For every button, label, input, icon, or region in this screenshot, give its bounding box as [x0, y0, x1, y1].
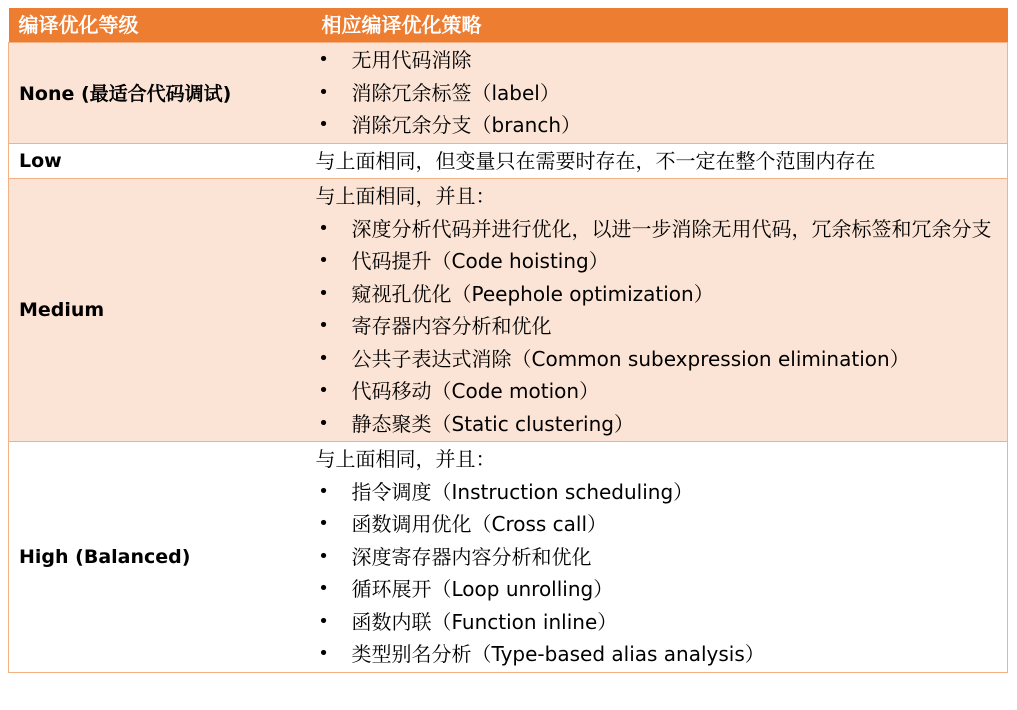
list-item: • 循环展开（Loop unrolling）	[316, 573, 1002, 606]
list-item: • 窥视孔优化（Peephole optimization）	[316, 278, 1002, 311]
list-item: • 消除冗余分支（branch）	[316, 109, 1002, 142]
table-header-row	[9, 8, 1008, 43]
list-item: • 指令调度（Instruction scheduling）	[316, 476, 1002, 509]
level-cell: Medium	[9, 179, 312, 442]
bullet-icon: •	[318, 545, 329, 567]
table-row-high	[9, 442, 1008, 673]
strategy-cell	[312, 442, 1008, 673]
bullet-icon: •	[318, 610, 329, 632]
list-item: • 公共子表达式消除（Common subexpression elimination）	[316, 343, 1002, 376]
list-item: • 寄存器内容分析和优化	[316, 310, 1002, 343]
bullet-icon: •	[318, 578, 329, 599]
bullet-icon: •	[318, 114, 329, 135]
bullet-icon: •	[318, 282, 329, 304]
optimization-level-table	[8, 8, 1008, 673]
list-item: • 静态聚类（Static clustering）	[316, 408, 1002, 441]
bullet-icon: •	[318, 480, 329, 502]
strategy-cell	[312, 179, 1008, 442]
table-row-medium	[9, 179, 1008, 442]
bullet-icon: •	[318, 643, 329, 664]
list-item: • 类型别名分析（Type-based alias analysis）	[316, 638, 1002, 671]
list-item: • 函数调用优化（Cross call）	[316, 508, 1002, 541]
list-item: • 函数内联（Function inline）	[316, 606, 1002, 639]
list-item: • 代码提升（Code hoisting）	[316, 245, 1002, 278]
bullet-icon: •	[318, 81, 329, 103]
bullet-icon: •	[318, 380, 329, 401]
strategy-lead-text: 与上面相同，但变量只在需要时存在，不一定在整个范围内存在	[315, 148, 876, 173]
header-optimization-strategy: 相应编译优化策略	[312, 8, 1008, 43]
strategy-cell	[312, 143, 1008, 179]
bullet-icon: •	[318, 513, 329, 534]
strategy-cell	[312, 43, 1008, 144]
header-optimization-level: 编译优化等级	[9, 8, 312, 43]
list-item: • 代码移动（Code motion）	[316, 375, 1002, 408]
list-item: • 无用代码消除	[316, 44, 1002, 77]
list-item: • 深度分析代码并进行优化，以进一步消除无用代码，冗余标签和冗余分支	[316, 213, 1002, 246]
list-item: • 消除冗余标签（label）	[316, 77, 1002, 110]
bullet-icon: •	[318, 250, 329, 271]
table-row-low	[9, 143, 1008, 179]
bullet-icon: •	[318, 49, 329, 70]
strategy-lead-text: 与上面相同，并且：	[315, 184, 496, 208]
bullet-icon: •	[318, 315, 329, 336]
level-cell: High (Balanced)	[9, 442, 312, 673]
bullet-icon: •	[318, 217, 329, 239]
list-item: • 深度寄存器内容分析和优化	[316, 541, 1002, 574]
strategy-lead-text: 与上面相同，并且：	[315, 447, 496, 471]
table-row-none	[9, 43, 1008, 144]
strategy-list	[316, 213, 1002, 441]
level-cell: Low	[9, 143, 312, 179]
bullet-icon: •	[318, 347, 329, 369]
strategy-list	[316, 44, 1002, 142]
strategy-list	[316, 476, 1002, 671]
level-cell: None (最适合代码调试)	[9, 43, 312, 144]
bullet-icon: •	[318, 412, 329, 434]
